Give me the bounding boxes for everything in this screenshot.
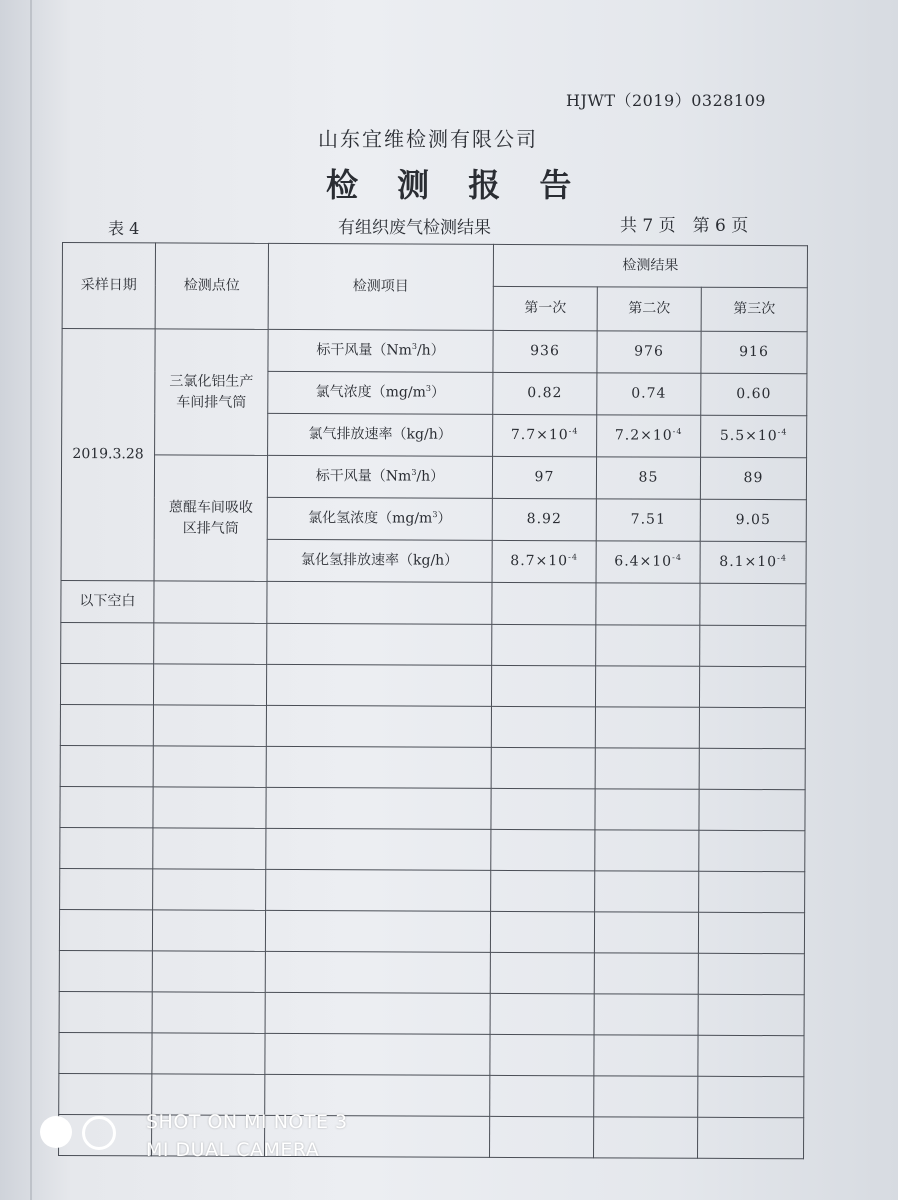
value-cell: $5.5\times 10^{-4}$ [701, 415, 807, 457]
value-cell: 0.82 [493, 372, 597, 414]
empty-cell [59, 909, 152, 950]
empty-cell [265, 992, 490, 1034]
empty-cell [698, 953, 804, 994]
value-cell: 97 [492, 456, 596, 498]
value-cell: 85 [596, 457, 700, 499]
empty-cell [698, 912, 804, 953]
value-cell: 936 [493, 330, 597, 372]
item-cell: 氯气排放速率（kg/h） [268, 413, 493, 456]
blank-row [59, 1032, 804, 1076]
empty-cell [595, 789, 699, 830]
empty-cell [266, 664, 491, 706]
blank-row [61, 622, 806, 666]
blank-row [60, 827, 805, 871]
header-item: 检测项目 [268, 243, 493, 330]
table-name: 有组织废气检测结果 [338, 218, 491, 238]
value-cell: $7.7\times 10^{-4}$ [493, 414, 597, 456]
item-cell: 氯化氢浓度$(mg/m^3)$ [267, 497, 492, 540]
value-cell: $7.2\times 10^{-4}$ [597, 415, 701, 457]
empty-cell [60, 868, 153, 909]
empty-cell [491, 870, 595, 911]
watermark-line1: SHOT ON MI NOTE 3 [146, 1111, 348, 1133]
empty-cell [153, 664, 266, 705]
header-date: 采样日期 [62, 243, 155, 329]
empty-cell [492, 582, 596, 624]
empty-cell [595, 871, 699, 912]
blank-row [59, 909, 804, 953]
empty-cell [699, 707, 805, 748]
page-info: 共 7 页 第 6 页 [620, 216, 749, 236]
empty-cell [59, 1032, 152, 1073]
empty-cell [490, 1034, 594, 1075]
value-cell: 0.60 [701, 373, 807, 415]
empty-cell [699, 666, 805, 707]
value-cell: $8.1\times 10^{-4}$ [700, 541, 806, 583]
empty-cell [596, 625, 700, 666]
report-title: 检 测 报 告 [326, 166, 586, 204]
empty-cell [266, 705, 491, 747]
empty-cell [490, 911, 594, 952]
empty-cell [154, 623, 267, 664]
empty-cell [699, 789, 805, 830]
empty-cell [700, 625, 806, 666]
empty-cell [60, 827, 153, 868]
value-cell: 916 [701, 331, 807, 373]
value-cell: 7.51 [596, 499, 700, 541]
filled-circle-icon [40, 1116, 72, 1148]
empty-cell [265, 1033, 490, 1075]
empty-cell [490, 1116, 594, 1157]
empty-cell [60, 663, 153, 704]
empty-cell [699, 748, 805, 789]
value-cell: 976 [597, 331, 701, 373]
watermark-line2: MI DUAL CAMERA [146, 1139, 320, 1161]
value-cell: $6.4\times 10^{-4}$ [596, 541, 700, 583]
company-name: 山东宜维检测有限公司 [318, 127, 538, 151]
value-cell: 8.92 [492, 498, 596, 540]
empty-cell [152, 951, 265, 992]
blank-note: 以下空白 [61, 580, 154, 622]
empty-cell [698, 1076, 804, 1117]
empty-cell [153, 869, 266, 910]
empty-cell [594, 1076, 698, 1117]
empty-cell [698, 1035, 804, 1076]
item-cell: 标干风量（Nm$^3$/h） [268, 329, 493, 372]
empty-cell [266, 787, 491, 829]
empty-cell [596, 583, 700, 625]
header-results: 检测结果 [493, 244, 807, 287]
header-run3: 第三次 [701, 287, 807, 331]
empty-cell [59, 991, 152, 1032]
empty-cell [491, 706, 595, 747]
empty-cell [698, 1117, 804, 1158]
empty-cell [490, 993, 594, 1034]
empty-cell [59, 950, 152, 991]
location-name: 三氯化铝生产车间排气筒 [155, 329, 269, 455]
empty-cell [698, 994, 804, 1035]
empty-cell [152, 910, 265, 951]
empty-cell [152, 992, 265, 1033]
item-cell: 标干风量（Nm$^3$/h） [267, 455, 492, 498]
empty-cell [152, 1033, 265, 1074]
empty-cell [491, 829, 595, 870]
empty-cell [491, 788, 595, 829]
empty-cell [594, 994, 698, 1035]
empty-cell [492, 624, 596, 665]
value-cell: 9.05 [700, 499, 806, 541]
blank-row [60, 704, 805, 748]
blank-row [59, 991, 804, 1035]
empty-cell [491, 747, 595, 788]
empty-cell [266, 828, 491, 870]
report-code: HJWT（2019）0328109 [566, 91, 766, 110]
empty-cell [490, 952, 594, 993]
header-location: 检测点位 [155, 243, 268, 329]
empty-cell [265, 951, 490, 993]
empty-cell [153, 787, 266, 828]
empty-cell [60, 745, 153, 786]
empty-cell [59, 1073, 152, 1114]
blank-row [60, 868, 805, 912]
empty-cell [700, 583, 806, 625]
sample-date-cell: 2019.3.28 [61, 329, 155, 581]
location-name: 蒽醌车间吸收区排气筒 [154, 455, 268, 581]
empty-cell [594, 1117, 698, 1158]
empty-cell [265, 910, 490, 952]
empty-cell [153, 746, 266, 787]
header-run2: 第二次 [597, 287, 701, 331]
ring-circle-icon [82, 1116, 116, 1150]
blank-row [60, 663, 805, 707]
empty-cell [61, 622, 154, 663]
empty-cell [266, 746, 491, 788]
empty-cell [699, 871, 805, 912]
value-cell: 89 [700, 457, 806, 499]
empty-cell [267, 581, 492, 624]
empty-cell [595, 748, 699, 789]
empty-cell [266, 869, 491, 911]
value-cell: $8.7\times 10^{-4}$ [492, 540, 596, 582]
empty-cell [153, 705, 266, 746]
blank-row [60, 745, 805, 789]
empty-cell [490, 1075, 594, 1116]
empty-cell [60, 786, 153, 827]
value-cell: 0.74 [597, 373, 701, 415]
item-cell: 氯化氢排放速率（kg/h） [267, 539, 492, 582]
header-run1: 第一次 [493, 286, 597, 330]
empty-cell [594, 953, 698, 994]
empty-cell [595, 830, 699, 871]
item-cell: 氯气浓度$(mg/m^3)$ [268, 371, 493, 414]
blank-rows [59, 622, 806, 1158]
empty-cell [153, 828, 266, 869]
blank-row [59, 950, 804, 994]
empty-cell [594, 912, 698, 953]
empty-cell [491, 665, 595, 706]
empty-cell [699, 830, 805, 871]
empty-cell [595, 707, 699, 748]
empty-cell [154, 581, 267, 623]
empty-cell [60, 704, 153, 745]
blank-row [60, 786, 805, 830]
table-number: 表 4 [108, 219, 140, 238]
results-table [58, 242, 808, 1159]
empty-cell [595, 666, 699, 707]
empty-cell [267, 623, 492, 665]
empty-cell [594, 1035, 698, 1076]
